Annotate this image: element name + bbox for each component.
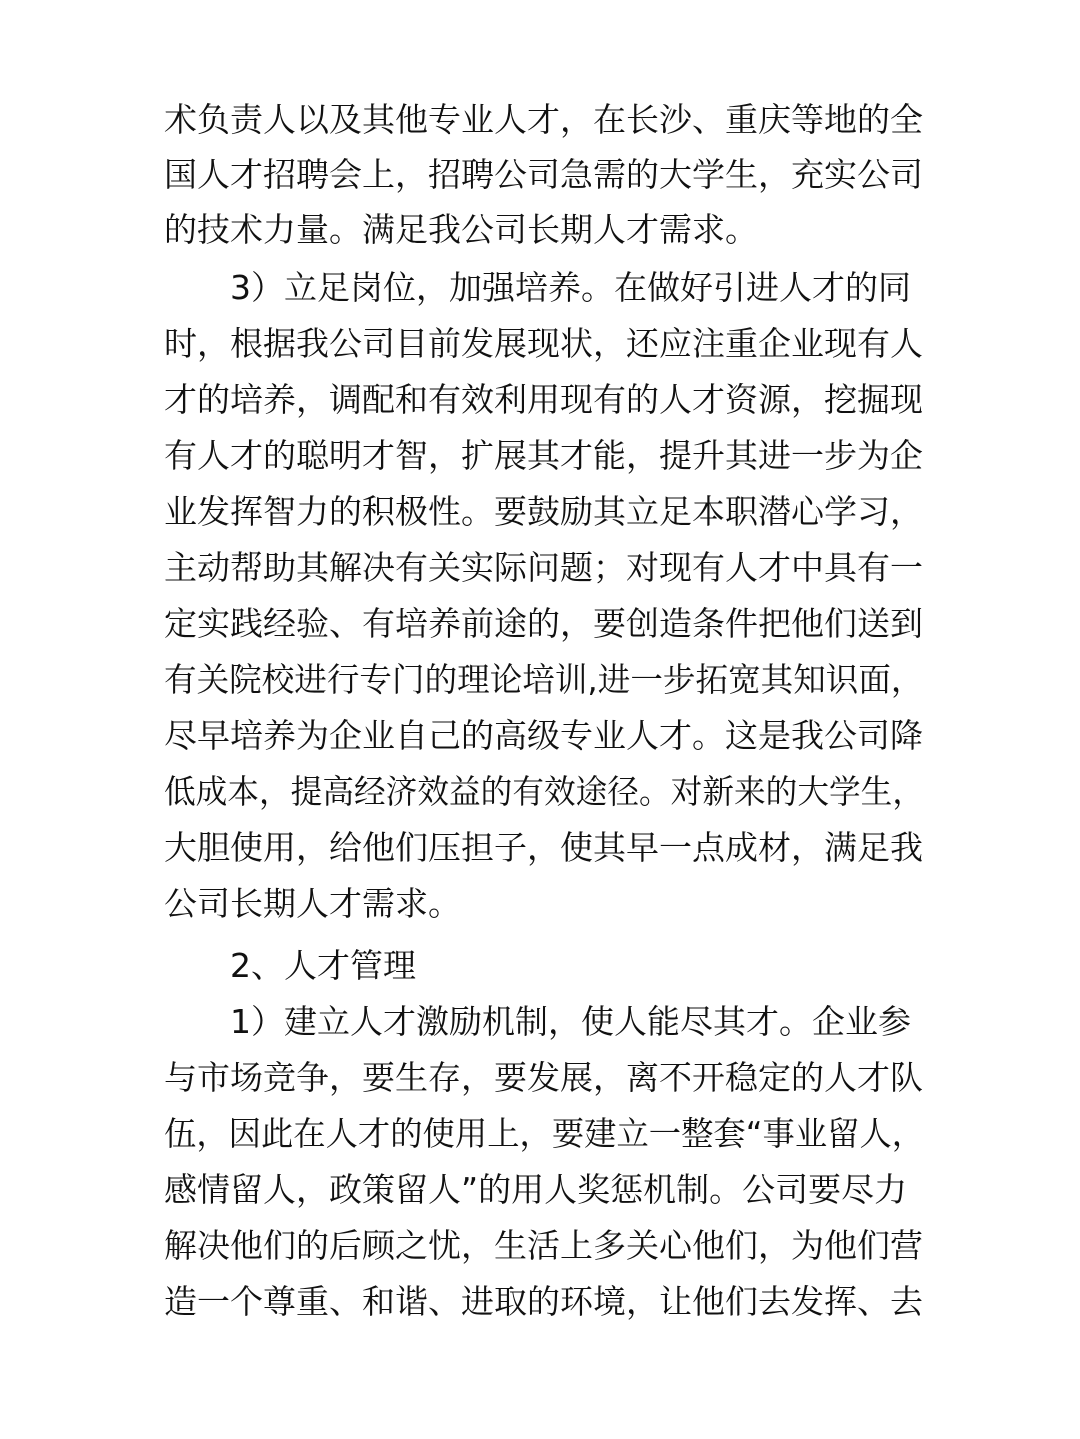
text-line: 术负责人以及其他专业人才，在长沙、重庆等地的全 <box>164 100 923 139</box>
text-line: 业发挥智力的积极性。要鼓励其立足本职潜心学习， <box>164 492 923 531</box>
text-line: 有关院校进行专门的理论培训,进一步拓宽其知识面， <box>164 660 924 699</box>
text-line: 才的培养，调配和有效利用现有的人才资源，挖掘现 <box>164 380 923 419</box>
text-line: 的技术力量。满足我公司长期人才需求。 <box>164 210 758 249</box>
text-line: 时，根据我公司目前发展现状，还应注重企业现有人 <box>164 324 923 363</box>
paragraph-start-line: 1）建立人才激励机制，使人能尽其才。企业参 <box>230 1002 911 1041</box>
section-heading: 2、人才管理 <box>230 946 416 985</box>
text-line: 伍，因此在人才的使用上，要建立一整套“事业留人， <box>164 1114 925 1153</box>
text-line: 大胆使用，给他们压担子，使其早一点成材，满足我 <box>164 828 923 867</box>
text-line: 国人才招聘会上，招聘公司急需的大学生，充实公司 <box>164 155 923 194</box>
text-line: 定实践经验、有培养前途的，要创造条件把他们送到 <box>164 604 923 643</box>
paragraph-start-line: 3）立足岗位，加强培养。在做好引进人才的同 <box>230 268 911 307</box>
text-line: 有人才的聪明才智，扩展其才能，提升其进一步为企 <box>164 436 923 475</box>
text-line: 低成本，提高经济效益的有效途径。对新来的大学生， <box>164 772 924 811</box>
text-line: 与市场竞争，要生存，要发展，离不开稳定的人才队 <box>164 1058 923 1097</box>
text-line: 造一个尊重、和谐、进取的环境，让他们去发挥、去 <box>164 1282 923 1321</box>
text-line: 解决他们的后顾之忧，生活上多关心他们，为他们营 <box>164 1226 923 1265</box>
text-line: 感情留人，政策留人”的用人奖惩机制。公司要尽力 <box>164 1170 908 1209</box>
text-line: 公司长期人才需求。 <box>164 884 461 923</box>
text-line: 尽早培养为企业自己的高级专业人才。这是我公司降 <box>164 716 923 755</box>
text-line: 主动帮助其解决有关实际问题；对现有人才中具有一 <box>164 548 923 587</box>
